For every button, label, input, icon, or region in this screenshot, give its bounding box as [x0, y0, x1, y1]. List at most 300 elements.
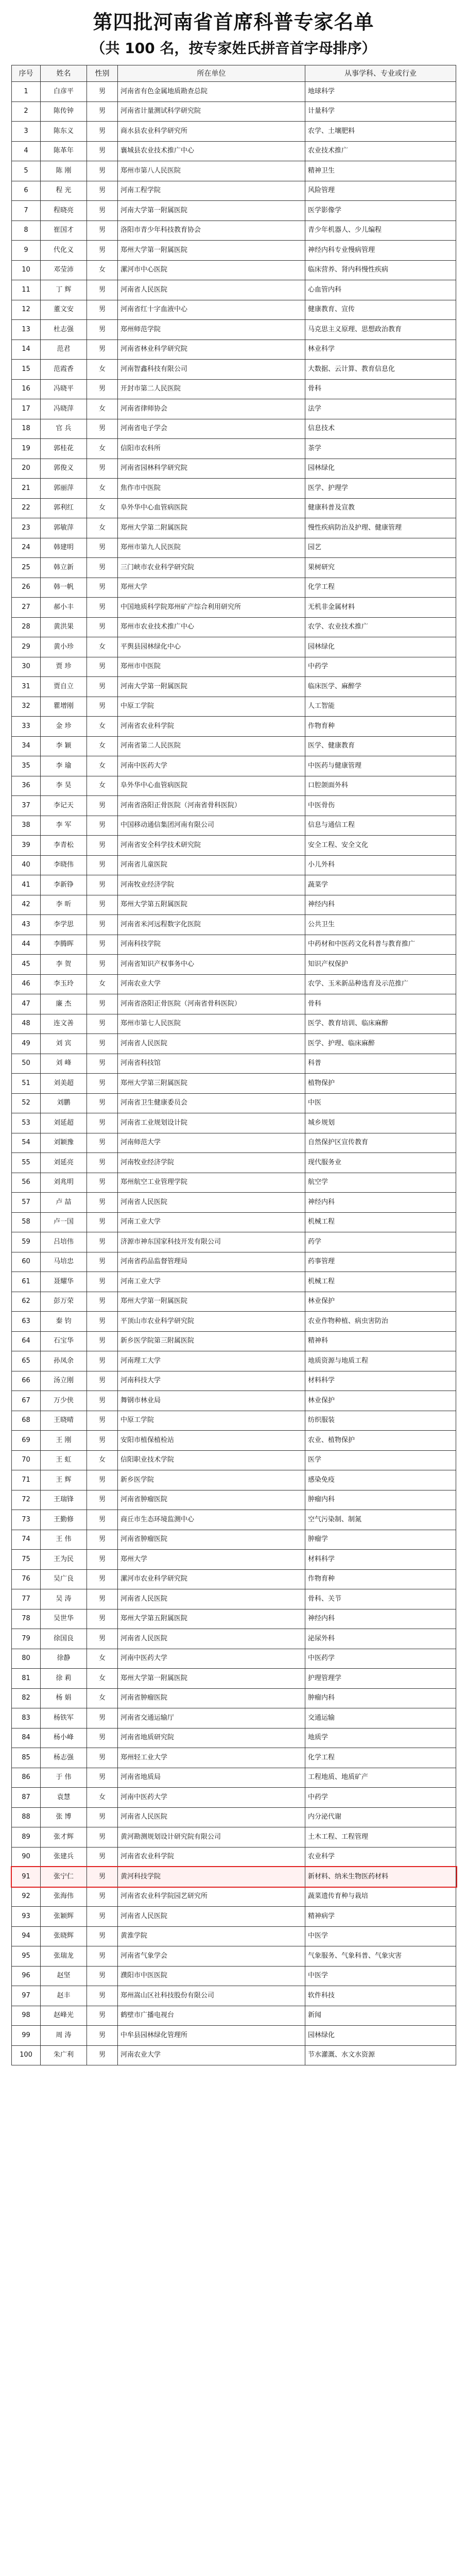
cell-name: 廉 杰 — [41, 994, 87, 1014]
cell-name: 杨 娟 — [41, 1688, 87, 1708]
cell-index: 54 — [12, 1133, 41, 1153]
cell-index: 55 — [12, 1153, 41, 1173]
table-row — [12, 122, 456, 142]
cell-field: 蔬菜学 — [305, 875, 456, 895]
cell-field: 作物育种 — [305, 1569, 456, 1589]
cell-index: 64 — [12, 1331, 41, 1351]
cell-field: 感染免疫 — [305, 1470, 456, 1490]
cell-name: 黄小珍 — [41, 637, 87, 657]
table-row — [12, 1926, 456, 1946]
cell-field: 自然保护区宣传教育 — [305, 1133, 456, 1153]
cell-name: 郭桂花 — [41, 439, 87, 459]
table-header-row — [12, 65, 456, 82]
cell-gender: 男 — [87, 1411, 118, 1431]
table-row — [12, 617, 456, 637]
cell-name: 孙凤余 — [41, 1351, 87, 1371]
cell-gender: 男 — [87, 1153, 118, 1173]
table-row — [12, 1232, 456, 1252]
cell-organization: 河南智鑫科技有限公司 — [118, 360, 305, 380]
cell-field: 城乡规划 — [305, 1113, 456, 1133]
cell-name: 吴世华 — [41, 1609, 87, 1629]
table-row — [12, 1034, 456, 1054]
table-row — [12, 1272, 456, 1292]
cell-index: 78 — [12, 1609, 41, 1629]
cell-index: 71 — [12, 1470, 41, 1490]
table-row — [12, 1093, 456, 1113]
cell-index: 48 — [12, 1014, 41, 1034]
cell-field: 中医 — [305, 1093, 456, 1113]
cell-field: 地球科学 — [305, 82, 456, 102]
cell-name: 陈革年 — [41, 141, 87, 161]
cell-field: 交通运输 — [305, 1708, 456, 1728]
cell-organization: 河南大学第一附属医院 — [118, 677, 305, 697]
cell-name: 王 虹 — [41, 1450, 87, 1470]
cell-organization: 郑州市农业技术推广中心 — [118, 617, 305, 637]
cell-gender: 男 — [87, 538, 118, 558]
cell-gender: 男 — [87, 280, 118, 300]
cell-index: 8 — [12, 221, 41, 241]
cell-name: 陈东义 — [41, 122, 87, 142]
table-row — [12, 1986, 456, 2006]
cell-index: 62 — [12, 1292, 41, 1312]
table-row — [12, 1173, 456, 1193]
cell-name: 万少侠 — [41, 1391, 87, 1411]
cell-field: 新闻 — [305, 2006, 456, 2026]
cell-field: 节水灌溉、水文水资源 — [305, 2045, 456, 2065]
cell-index: 79 — [12, 1629, 41, 1649]
cell-field: 机械工程 — [305, 1272, 456, 1292]
cell-field: 林业科学 — [305, 340, 456, 360]
cell-index: 37 — [12, 796, 41, 816]
cell-organization: 郑州市第八人民医院 — [118, 161, 305, 181]
cell-field: 中药学 — [305, 657, 456, 677]
cell-gender: 女 — [87, 637, 118, 657]
cell-gender: 男 — [87, 1470, 118, 1490]
table-row — [12, 1550, 456, 1570]
cell-name: 张建兵 — [41, 1847, 87, 1867]
cell-index: 99 — [12, 2026, 41, 2046]
cell-field: 机械工程 — [305, 1212, 456, 1232]
cell-name: 吕培伟 — [41, 1232, 87, 1252]
cell-organization: 河南中医药大学 — [118, 1788, 305, 1808]
cell-field: 材料科学 — [305, 1371, 456, 1391]
cell-name: 秦 钧 — [41, 1312, 87, 1332]
cell-name: 卢一国 — [41, 1212, 87, 1232]
cell-field: 信息与通信工程 — [305, 816, 456, 836]
cell-field: 空气污染制、制氮 — [305, 1510, 456, 1530]
cell-index: 18 — [12, 419, 41, 439]
cell-name: 徐 莉 — [41, 1669, 87, 1689]
table-row — [12, 677, 456, 697]
cell-field: 肿瘤内科 — [305, 1688, 456, 1708]
cell-organization: 河南大学第一附属医院 — [118, 201, 305, 221]
cell-organization: 河南省交通运输厅 — [118, 1708, 305, 1728]
cell-organization: 河南省电子学会 — [118, 419, 305, 439]
cell-field: 林业保护 — [305, 1391, 456, 1411]
cell-field: 中药学 — [305, 1788, 456, 1808]
cell-gender: 男 — [87, 340, 118, 360]
cell-organization: 郑州大学第五附属医院 — [118, 895, 305, 915]
cell-organization: 中国移动通信集团河南有限公司 — [118, 816, 305, 836]
cell-name: 郝小丰 — [41, 598, 87, 618]
cell-index: 7 — [12, 201, 41, 221]
table-row — [12, 1351, 456, 1371]
cell-index: 6 — [12, 181, 41, 201]
table-row — [12, 538, 456, 558]
table-row — [12, 1470, 456, 1490]
cell-gender: 男 — [87, 101, 118, 122]
cell-gender: 男 — [87, 816, 118, 836]
cell-name: 连文善 — [41, 1014, 87, 1034]
cell-index: 98 — [12, 2006, 41, 2026]
cell-organization: 中国地质科学院郑州矿产综合利用研究所 — [118, 598, 305, 618]
cell-gender: 男 — [87, 836, 118, 856]
cell-field: 肿瘤学 — [305, 1530, 456, 1550]
cell-name: 崔国才 — [41, 221, 87, 241]
cell-index: 60 — [12, 1252, 41, 1272]
cell-gender: 女 — [87, 479, 118, 499]
table-row — [12, 340, 456, 360]
cell-organization: 河南理工大学 — [118, 1351, 305, 1371]
cell-index: 92 — [12, 1887, 41, 1907]
cell-name: 刘延超 — [41, 1113, 87, 1133]
cell-index: 11 — [12, 280, 41, 300]
cell-name: 聂耀华 — [41, 1272, 87, 1292]
cell-index: 84 — [12, 1728, 41, 1748]
table-row — [12, 1450, 456, 1470]
cell-index: 42 — [12, 895, 41, 915]
cell-name: 汤立刚 — [41, 1371, 87, 1391]
cell-field: 农学、土壤肥料 — [305, 122, 456, 142]
cell-organization: 郑州大学第一附属医院 — [118, 241, 305, 261]
table-row — [12, 280, 456, 300]
table-row — [12, 578, 456, 598]
table-row-highlighted — [12, 1867, 456, 1887]
cell-field: 农业、植物保护 — [305, 1431, 456, 1451]
cell-name: 郭利红 — [41, 498, 87, 518]
cell-name: 张才辉 — [41, 1827, 87, 1848]
cell-field: 航空学 — [305, 1173, 456, 1193]
table-row — [12, 459, 456, 479]
table-row — [12, 1827, 456, 1848]
cell-name: 冯晓萍 — [41, 399, 87, 419]
cell-gender: 男 — [87, 1867, 118, 1887]
cell-field: 知识产权保护 — [305, 955, 456, 975]
cell-name: 刘美超 — [41, 1074, 87, 1094]
cell-name: 王晓晴 — [41, 1411, 87, 1431]
cell-index: 3 — [12, 122, 41, 142]
cell-field: 神经内科 — [305, 1193, 456, 1213]
table-row — [12, 300, 456, 320]
table-row — [12, 895, 456, 915]
cell-gender: 男 — [87, 1034, 118, 1054]
cell-index: 87 — [12, 1788, 41, 1808]
cell-index: 97 — [12, 1986, 41, 2006]
cell-organization: 焦作市中医院 — [118, 479, 305, 499]
cell-index: 44 — [12, 935, 41, 955]
cell-organization: 郑州师范学院 — [118, 320, 305, 340]
cell-name: 杨志强 — [41, 1748, 87, 1768]
document-subtitle: （共 100 名，按专家姓氏拼音首字母排序） — [91, 40, 376, 57]
cell-name: 郭丽萍 — [41, 479, 87, 499]
cell-name: 刘兆明 — [41, 1173, 87, 1193]
cell-index: 89 — [12, 1827, 41, 1848]
cell-name: 张 博 — [41, 1807, 87, 1827]
cell-field: 药学 — [305, 1232, 456, 1252]
table-row — [12, 1252, 456, 1272]
table-row — [12, 1966, 456, 1986]
cell-field: 中医学 — [305, 1926, 456, 1946]
cell-organization: 新乡医学院 — [118, 1470, 305, 1490]
cell-field: 临床医学、麻醉学 — [305, 677, 456, 697]
cell-organization: 鹤壁市广播电视台 — [118, 2006, 305, 2026]
cell-gender: 男 — [87, 1054, 118, 1074]
cell-organization: 黄河勘测规划设计研究院有限公司 — [118, 1827, 305, 1848]
cell-field: 医学影像学 — [305, 201, 456, 221]
cell-gender: 女 — [87, 360, 118, 380]
cell-organization: 河南师范大学 — [118, 1133, 305, 1153]
cell-organization: 河南省人民医院 — [118, 280, 305, 300]
cell-field: 神经内科专业慢病管理 — [305, 241, 456, 261]
cell-index: 53 — [12, 1113, 41, 1133]
table-row — [12, 518, 456, 538]
table-row — [12, 399, 456, 419]
header-index: 序号 — [12, 65, 41, 82]
cell-name: 邓莹沛 — [41, 260, 87, 280]
cell-gender: 男 — [87, 82, 118, 102]
cell-name: 李新铮 — [41, 875, 87, 895]
cell-gender: 男 — [87, 2045, 118, 2065]
cell-name: 徐静 — [41, 1649, 87, 1669]
cell-gender: 男 — [87, 558, 118, 578]
cell-index: 68 — [12, 1411, 41, 1431]
cell-name: 李 瑜 — [41, 756, 87, 776]
cell-organization: 襄城县农业技术推广中心 — [118, 141, 305, 161]
cell-index: 56 — [12, 1173, 41, 1193]
cell-name: 杜志强 — [41, 320, 87, 340]
cell-field: 中医骨伤 — [305, 796, 456, 816]
cell-name: 陈传钟 — [41, 101, 87, 122]
cell-gender: 男 — [87, 1629, 118, 1649]
cell-name: 丁 辉 — [41, 280, 87, 300]
cell-field: 纺织服装 — [305, 1411, 456, 1431]
cell-gender: 男 — [87, 1986, 118, 2006]
table-row — [12, 935, 456, 955]
cell-index: 90 — [12, 1847, 41, 1867]
cell-field: 风险管理 — [305, 181, 456, 201]
cell-name: 李 军 — [41, 816, 87, 836]
cell-name: 刘 峰 — [41, 1054, 87, 1074]
table-row — [12, 1312, 456, 1332]
cell-gender: 女 — [87, 399, 118, 419]
table-row — [12, 1054, 456, 1074]
cell-gender: 男 — [87, 1807, 118, 1827]
cell-index: 25 — [12, 558, 41, 578]
cell-field: 计量科学 — [305, 101, 456, 122]
cell-gender: 男 — [87, 1312, 118, 1332]
cell-gender: 男 — [87, 2026, 118, 2046]
cell-name: 王 刚 — [41, 1431, 87, 1451]
cell-gender: 男 — [87, 1173, 118, 1193]
cell-index: 23 — [12, 518, 41, 538]
cell-index: 81 — [12, 1669, 41, 1689]
cell-name: 卢 喆 — [41, 1193, 87, 1213]
cell-organization: 信阳市农科所 — [118, 439, 305, 459]
cell-organization: 郑州大学第二附属医院 — [118, 518, 305, 538]
cell-organization: 平舆县园林绿化中心 — [118, 637, 305, 657]
cell-organization: 舞钢市林业局 — [118, 1391, 305, 1411]
cell-name: 范霞香 — [41, 360, 87, 380]
cell-organization: 河南省安全科学技术研究院 — [118, 836, 305, 856]
table-row — [12, 360, 456, 380]
cell-field: 神经内科 — [305, 895, 456, 915]
table-row — [12, 756, 456, 776]
cell-gender: 男 — [87, 1847, 118, 1867]
cell-organization: 郑州市第九人民医院 — [118, 538, 305, 558]
cell-field: 青少年机器人、少儿编程 — [305, 221, 456, 241]
cell-gender: 男 — [87, 141, 118, 161]
experts-table — [11, 65, 456, 2065]
table-row — [12, 439, 456, 459]
cell-index: 30 — [12, 657, 41, 677]
cell-name: 王勤修 — [41, 1510, 87, 1530]
cell-gender: 男 — [87, 1351, 118, 1371]
table-row — [12, 1589, 456, 1609]
cell-gender: 女 — [87, 1649, 118, 1669]
table-row — [12, 816, 456, 836]
cell-field: 护理管理学 — [305, 1669, 456, 1689]
cell-gender: 男 — [87, 1391, 118, 1411]
cell-gender: 男 — [87, 1550, 118, 1570]
cell-gender: 女 — [87, 717, 118, 737]
cell-organization: 郑州大学第一附属医院 — [118, 1669, 305, 1689]
cell-gender: 男 — [87, 122, 118, 142]
cell-index: 95 — [12, 1946, 41, 1967]
cell-organization: 郑州大学 — [118, 1550, 305, 1570]
cell-gender: 女 — [87, 1688, 118, 1708]
cell-gender: 男 — [87, 796, 118, 816]
table-row — [12, 1748, 456, 1768]
cell-gender: 男 — [87, 1232, 118, 1252]
cell-gender: 男 — [87, 1827, 118, 1848]
cell-organization: 阜外华中心血管病医院 — [118, 498, 305, 518]
cell-organization: 濮阳市中医医院 — [118, 1966, 305, 1986]
cell-index: 29 — [12, 637, 41, 657]
cell-organization: 河南省工业规划设计院 — [118, 1113, 305, 1133]
cell-name: 王为民 — [41, 1550, 87, 1570]
cell-organization: 河南省米河远程数字化医院 — [118, 915, 305, 935]
table-row — [12, 1510, 456, 1530]
cell-index: 9 — [12, 241, 41, 261]
cell-organization: 河南科技学院 — [118, 935, 305, 955]
cell-field: 园林绿化 — [305, 2026, 456, 2046]
header-field: 从事学科、专业或行业 — [305, 65, 456, 82]
cell-index: 46 — [12, 974, 41, 994]
cell-gender: 男 — [87, 1609, 118, 1629]
cell-organization: 商水县农业科学研究所 — [118, 122, 305, 142]
cell-gender: 男 — [87, 1926, 118, 1946]
cell-name: 官 兵 — [41, 419, 87, 439]
cell-gender: 男 — [87, 1728, 118, 1748]
table-row — [12, 1193, 456, 1213]
table-row — [12, 994, 456, 1014]
cell-index: 15 — [12, 360, 41, 380]
cell-organization: 河南省卫生健康委员会 — [118, 1093, 305, 1113]
cell-index: 75 — [12, 1550, 41, 1570]
cell-organization: 河南省农业科学院 — [118, 717, 305, 737]
cell-field: 健康教育、宣传 — [305, 300, 456, 320]
cell-index: 61 — [12, 1272, 41, 1292]
cell-name: 刘 宾 — [41, 1034, 87, 1054]
cell-field: 精神卫生 — [305, 161, 456, 181]
cell-field: 现代服务业 — [305, 1153, 456, 1173]
cell-organization: 郑州嵩山区社科技股份有限公司 — [118, 1986, 305, 2006]
cell-gender: 男 — [87, 1589, 118, 1609]
table-row — [12, 1609, 456, 1629]
table-row — [12, 1212, 456, 1232]
cell-organization: 河南省计量测试科学研究院 — [118, 101, 305, 122]
cell-organization: 河南省人民医院 — [118, 1034, 305, 1054]
cell-organization: 河南工业大学 — [118, 1212, 305, 1232]
cell-name: 韩建明 — [41, 538, 87, 558]
cell-index: 12 — [12, 300, 41, 320]
cell-gender: 男 — [87, 697, 118, 717]
cell-field: 大数据、云计算、教育信息化 — [305, 360, 456, 380]
cell-index: 38 — [12, 816, 41, 836]
cell-field: 中医药学 — [305, 1649, 456, 1669]
table-row — [12, 558, 456, 578]
cell-name: 李晓伟 — [41, 855, 87, 875]
cell-name: 袁慧 — [41, 1788, 87, 1808]
cell-index: 94 — [12, 1926, 41, 1946]
cell-field: 医学、护理学 — [305, 479, 456, 499]
table-row — [12, 1847, 456, 1867]
cell-gender: 男 — [87, 875, 118, 895]
document-title: 第四批河南省首席科普专家名单 — [93, 11, 374, 33]
cell-field: 园艺 — [305, 538, 456, 558]
cell-index: 74 — [12, 1530, 41, 1550]
cell-name: 白彦平 — [41, 82, 87, 102]
cell-organization: 河南省药品监督管理局 — [118, 1252, 305, 1272]
cell-gender: 男 — [87, 1569, 118, 1589]
cell-organization: 河南省知识产权事务中心 — [118, 955, 305, 975]
cell-field: 精神病学 — [305, 1907, 456, 1927]
cell-index: 82 — [12, 1688, 41, 1708]
cell-field: 农学、玉米新品种选育及示范推广 — [305, 974, 456, 994]
cell-gender: 男 — [87, 1292, 118, 1312]
cell-name: 周 涛 — [41, 2026, 87, 2046]
cell-gender: 男 — [87, 935, 118, 955]
cell-field: 科普 — [305, 1054, 456, 1074]
cell-field: 骨科、关节 — [305, 1589, 456, 1609]
cell-organization: 河南省人民医院 — [118, 1589, 305, 1609]
table-row — [12, 260, 456, 280]
cell-name: 郭敏萍 — [41, 518, 87, 538]
cell-name: 瞿增刚 — [41, 697, 87, 717]
cell-name: 韩一帆 — [41, 578, 87, 598]
cell-organization: 河南省人民医院 — [118, 1807, 305, 1827]
table-row — [12, 1530, 456, 1550]
table-row — [12, 1431, 456, 1451]
cell-index: 36 — [12, 776, 41, 796]
table-row — [12, 1788, 456, 1808]
cell-name: 王瑞锋 — [41, 1490, 87, 1510]
table-row — [12, 1649, 456, 1669]
cell-field: 林业保护 — [305, 1292, 456, 1312]
cell-organization: 河南省林业科学研究院 — [118, 340, 305, 360]
cell-index: 26 — [12, 578, 41, 598]
cell-name: 徐国良 — [41, 1629, 87, 1649]
